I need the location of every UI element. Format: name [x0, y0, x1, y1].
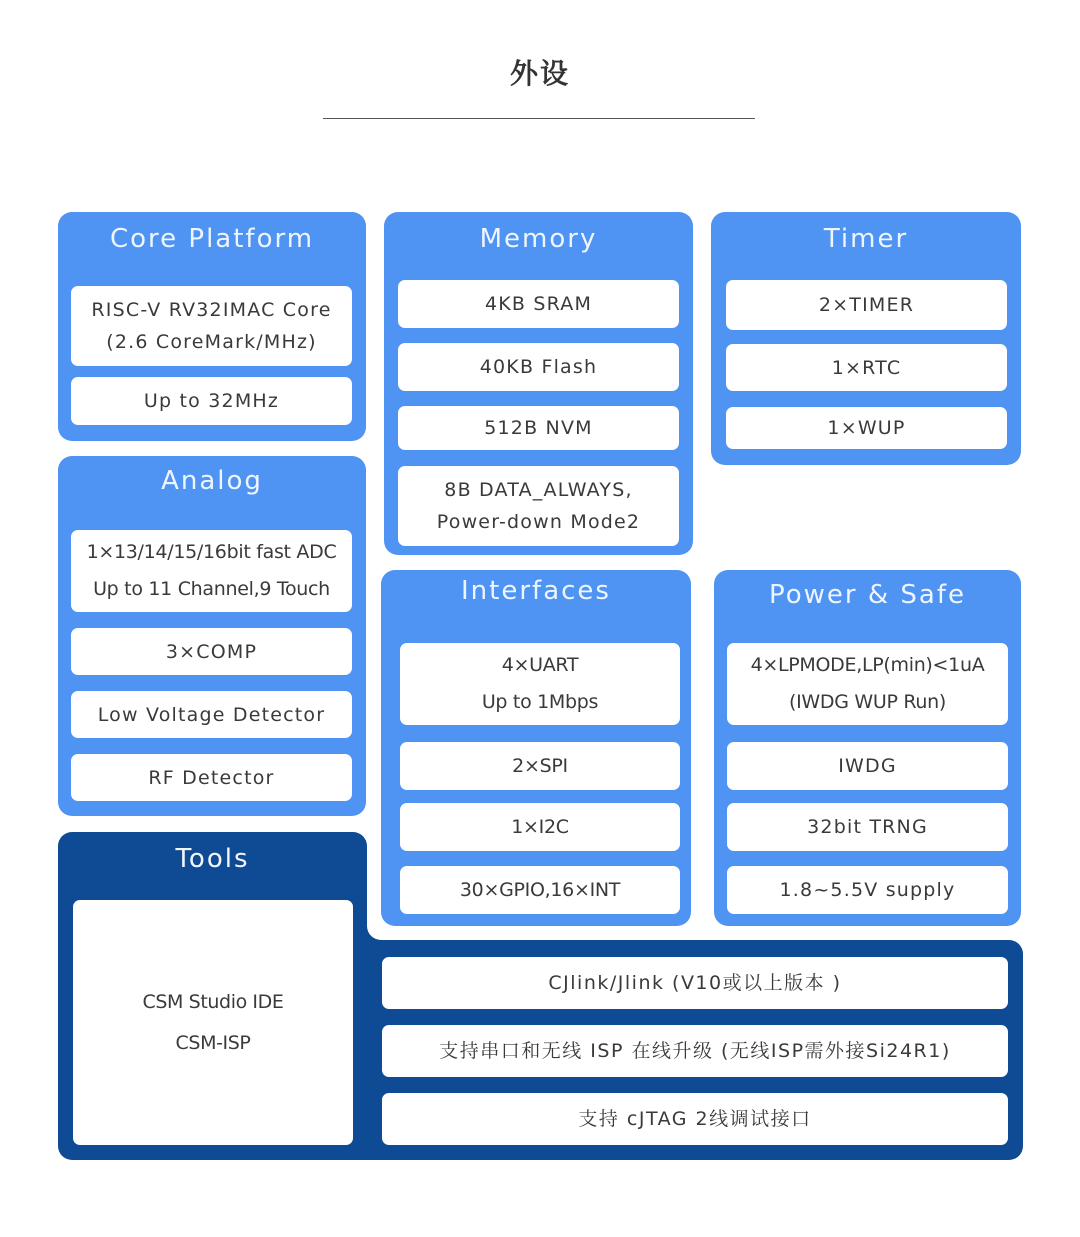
feature-item: 4×LPMODE,LP(min)<1uA (IWDG WUP Run) [727, 643, 1008, 725]
feature-item: 8B DATA_ALWAYS, Power-down Mode2 [398, 466, 679, 546]
feature-item: 1×RTC [726, 344, 1007, 391]
panel-title: Power & Safe [769, 580, 966, 610]
feature-item: 2×TIMER [726, 280, 1007, 330]
panel-interfaces [381, 570, 691, 926]
feature-item: 40KB Flash [398, 343, 679, 391]
feature-item: 4KB SRAM [398, 280, 679, 328]
tools-debug-item: CJlink/Jlink (V10或以上版本 ) [382, 957, 1008, 1009]
feature-item: 3×COMP [71, 628, 352, 675]
tools-inner-corner [367, 926, 381, 940]
feature-item: 30×GPIO,16×INT [400, 866, 680, 914]
feature-item: 4×UART Up to 1Mbps [400, 643, 680, 725]
feature-item: 32bit TRNG [727, 803, 1008, 851]
panel-core-platform [58, 212, 366, 441]
feature-item: RISC-V RV32IMAC Core (2.6 CoreMark/MHz) [71, 286, 352, 366]
feature-item: 1.8~5.5V supply [727, 866, 1008, 914]
panel-title: Timer [823, 224, 909, 254]
panel-title: Interfaces [461, 576, 611, 606]
panel-tools [58, 832, 367, 1160]
feature-item: 512B NVM [398, 406, 679, 450]
panel-title: Analog [161, 466, 263, 496]
feature-item: RF Detector [71, 754, 352, 801]
feature-item: Up to 32MHz [71, 377, 352, 425]
panel-title: Memory [479, 224, 598, 254]
panel-title: Core Platform [109, 224, 315, 254]
feature-item: Low Voltage Detector [71, 691, 352, 738]
feature-item: 1×I2C [400, 803, 680, 851]
feature-item: IWDG [727, 742, 1008, 790]
panel-analog [58, 456, 366, 816]
tools-debug-item: 支持 cJTAG 2线调试接口 [382, 1093, 1008, 1145]
page-title: 外设 [509, 57, 570, 90]
panel-power-safe [714, 570, 1021, 926]
feature-item: 2×SPI [400, 742, 680, 790]
panel-memory [384, 212, 693, 555]
feature-item: 1×WUP [726, 407, 1007, 449]
feature-item: 1×13/14/15/16bit fast ADC Up to 11 Channel,9 Touch [71, 530, 352, 612]
panel-title: Tools [175, 844, 250, 874]
tools-software-item: CSM Studio IDE CSM-ISP [73, 900, 353, 1145]
tools-debug-item: 支持串口和无线 ISP 在线升级 (无线ISP需外接Si24R1) [382, 1025, 1008, 1077]
title-divider [323, 118, 755, 119]
panel-timer [711, 212, 1021, 465]
